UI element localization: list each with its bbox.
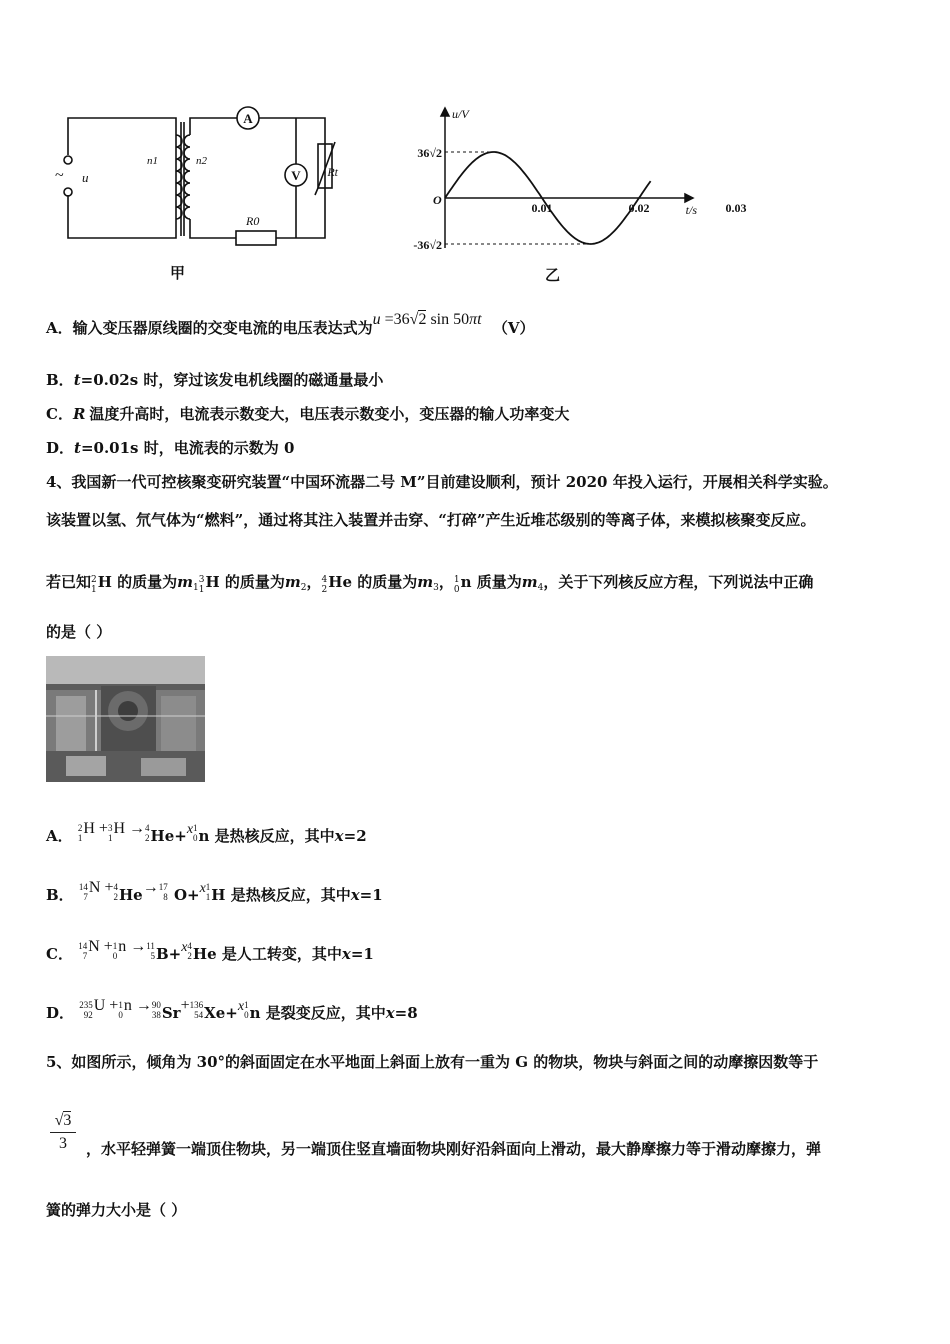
input-terminal-top — [64, 156, 72, 164]
friction-fraction: √3 3 — [48, 1112, 78, 1153]
q3-option-d: D．t=0.01s 时，电流表的示数为 0 — [46, 439, 295, 457]
x-tick-label: 0.03 — [725, 201, 747, 215]
svg-text:~: ~ — [55, 167, 64, 184]
ymax-label: 36√2 — [417, 146, 442, 160]
circuit-diagram — [50, 100, 340, 290]
ammeter-label: A — [243, 111, 253, 126]
q3-option-b: B．t=0.02s 时，穿过该发电机线圈的磁通量最小 — [46, 371, 384, 389]
source-label: u — [82, 170, 89, 185]
circuit-caption: 甲 — [170, 264, 186, 282]
q5-stem-line2: ，水平轻弹簧一端顶住物块，另一端顶住竖直墙面物块刚好沿斜面向上滑动，最大静摩擦力等于滑动摩擦力，弹 — [86, 1140, 822, 1158]
q4-option-c: C． 14 7 N + 1 0 n → 11 5 B+x 4 2 He 是人工转变，其中x=1 — [46, 938, 374, 963]
q4-option-b: B． 14 7 N + 4 2 He→ 17 8 O+x 1 1 H 是热核反应，其中x=1 — [46, 879, 383, 904]
x-tick-label: 0.01 — [531, 201, 553, 215]
origin-label: O — [433, 193, 442, 207]
q4-stem-line1: 4、我国新一代可控核聚变研究装置“中国环流器二号 M”目前建设顺利，预计 2020 年投入运行，开展相关科学实验。 — [46, 473, 838, 491]
y-axis-label: u/V — [452, 107, 469, 121]
r0-label: R0 — [246, 214, 260, 228]
q3-option-c: C．R 温度升高时，电流表示数变大，电压表示数变小，变压器的输人功率变大 — [46, 405, 570, 423]
n1-label: n1 — [147, 155, 158, 167]
voltmeter-label: V — [291, 168, 301, 183]
graph-caption: 乙 — [545, 266, 561, 284]
q4-stem-line4: 的是（ ） — [46, 623, 112, 641]
tokamak-photo — [46, 656, 205, 782]
voltage-time-graph — [395, 100, 747, 260]
option-text: A．输入变压器原线圈的交变电流的电压表达式为 — [46, 319, 373, 337]
q4-option-a: A． 2 1 H + 3 1 H → 4 2 He+x 1 0 n 是热核反应，其中x=2 — [46, 820, 367, 845]
q5-stem-line3: 簧的弹力大小是（ ） — [46, 1201, 187, 1219]
q4-stem-line3: 若已知 2 1 H 的质量为$m_1$ 3 1 H 的质量为$m_2$， 4 2 He 的质量为$m_3$， 1 0 n 质量为$m_4$，关于下列核反应方程，下列说法中正确 — [46, 573, 814, 595]
input-terminal-bottom — [64, 188, 72, 196]
rt-label: Rt — [327, 165, 338, 179]
unit-text: （V） — [492, 319, 535, 337]
q4-stem-line2: 该装置以氢、氘气体为“燃料”，通过将其注入装置并击穿、“打碎”产生近堆芯级别的等离子体，来模拟核聚变反应。 — [46, 511, 816, 529]
x-tick-label: 0.02 — [628, 201, 650, 215]
q5-stem-line1: 5、如图所示，倾角为 30°的斜面固定在水平地面上斜面上放有一重为 G 的物块，物块与斜面之间的动摩擦因数等于 — [46, 1053, 819, 1071]
q4-option-d: D． 235 92 U + 1 0 n → 90 38 Sr+ 136 54 Xe+x 1 0 n 是裂变反应，其中x=8 — [46, 997, 418, 1022]
ymin-label: -36√2 — [413, 238, 442, 252]
x-axis-label: t/s — [685, 203, 697, 217]
n2-label: n2 — [196, 155, 207, 167]
q3-option-a: A．输入变压器原线圈的交变电流的电压表达式为u =36√2 sin 50πt （V） — [46, 311, 535, 337]
